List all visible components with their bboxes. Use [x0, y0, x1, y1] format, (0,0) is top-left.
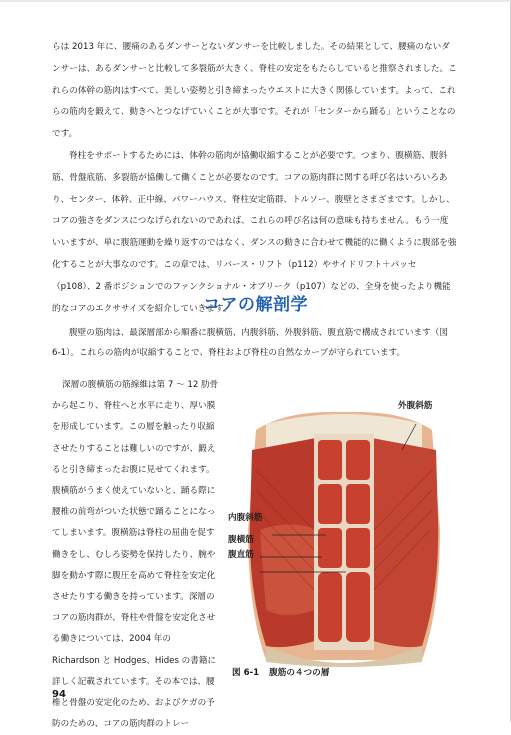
left-column-text: 深層の腹横筋の筋線維は第 7 〜 12 肋骨から起こり、脊柱へと水平に走り、厚い膜を形成しています。この層を触ったり収縮させたりすることは難しいのですが、鍛えると引き締まったお腹に見せてくれます。腹横筋がうまく使えていないと、踊る際に腰椎の前弯がついた状態で踊ることになってしまいます。腹横筋は脊柱の屈曲を促す働きをし、むしろ姿勢を保持したり、腕や脚を動かす際に腹圧を高めて脊柱を安定化させたりする働きを持っています。深層のコアの筋肉群が、脊柱や骨盤を安定化させる働きについては、2004 年の Richardson と Hodges、Hides の書籍に詳しく記載されています。その本では、腰椎と骨盤の安定化のため、およびケガの予防のための、コアの筋肉群のトレー — [52, 380, 219, 730]
figure-caption — [232, 666, 339, 678]
figure-caption-text: 腹筋の４つの層 — [269, 668, 330, 678]
label-external-oblique: 外腹斜筋 — [398, 401, 433, 411]
page-number: 94 — [52, 689, 66, 700]
external-oblique-right — [370, 438, 438, 647]
body-paragraph-2: 脊柱をサポートするためには、体幹の筋肉が協働収縮することが必要です。つまり、腹横筋、腹斜筋、骨盤底筋、多裂筋が協働して働くことが必要なのです。コアの筋肉群に関する呼び名はいろいろあり、センター、体幹、正中線、パワーハウス、脊柱安定筋群、トルソー、腹壁とさまざまです。しかし、コアの強さをダンスにつなげられないのであれば、これらの呼び名は何の意味も持ちません。もう一度いいますが、単に腹筋運動を繰り返すのではなく、ダンスの動きに合わせて機能的に働くように腹部を強化することが大事なのです。この章では、リバース・リフト（p112）やサイドリフト＋パッセ（p108）、2 番ポジションでのファンクショナル・オブリーク（p107）などの、全身を使ったより機能的なコアのエクササイズを紹介していきます。 — [52, 151, 457, 314]
label-transversus: 腹横筋 — [228, 535, 254, 545]
abdominal-muscle-illustration — [226, 395, 462, 695]
figure-number: 図 6-1 — [232, 668, 260, 678]
label-rectus: 腹直筋 — [228, 550, 254, 560]
internal-oblique — [260, 524, 314, 615]
section-title: コアの解剖学 — [203, 295, 308, 315]
label-internal-oblique: 内腹斜筋 — [228, 513, 263, 523]
body-paragraph-1: らは 2013 年に、腰痛のあるダンサーとないダンサーを比較しました。その結果として、腰痛のないダンサーは、あるダンサーと比較して多裂筋が大きく、脊柱の安定をもたらしていると推察されました。これらの体幹の筋肉はすべて、美しい姿勢と引き締まったウエストに大きく関係しています。よって、これらの筋肉を鍛えて、動きへとつなげていくことが大事です。それが「センターから踊る」ということなのです。 — [52, 42, 457, 140]
page-edge — [0, 0, 511, 2]
body-paragraph-3: 腹壁の筋肉は、最深層部から順番に腹横筋、内腹斜筋、外腹斜筋、腹直筋で構成されています（図 6-1）。これらの筋肉が収縮することで、脊柱および脊柱の自然なカーブが守られています。 — [52, 328, 449, 358]
